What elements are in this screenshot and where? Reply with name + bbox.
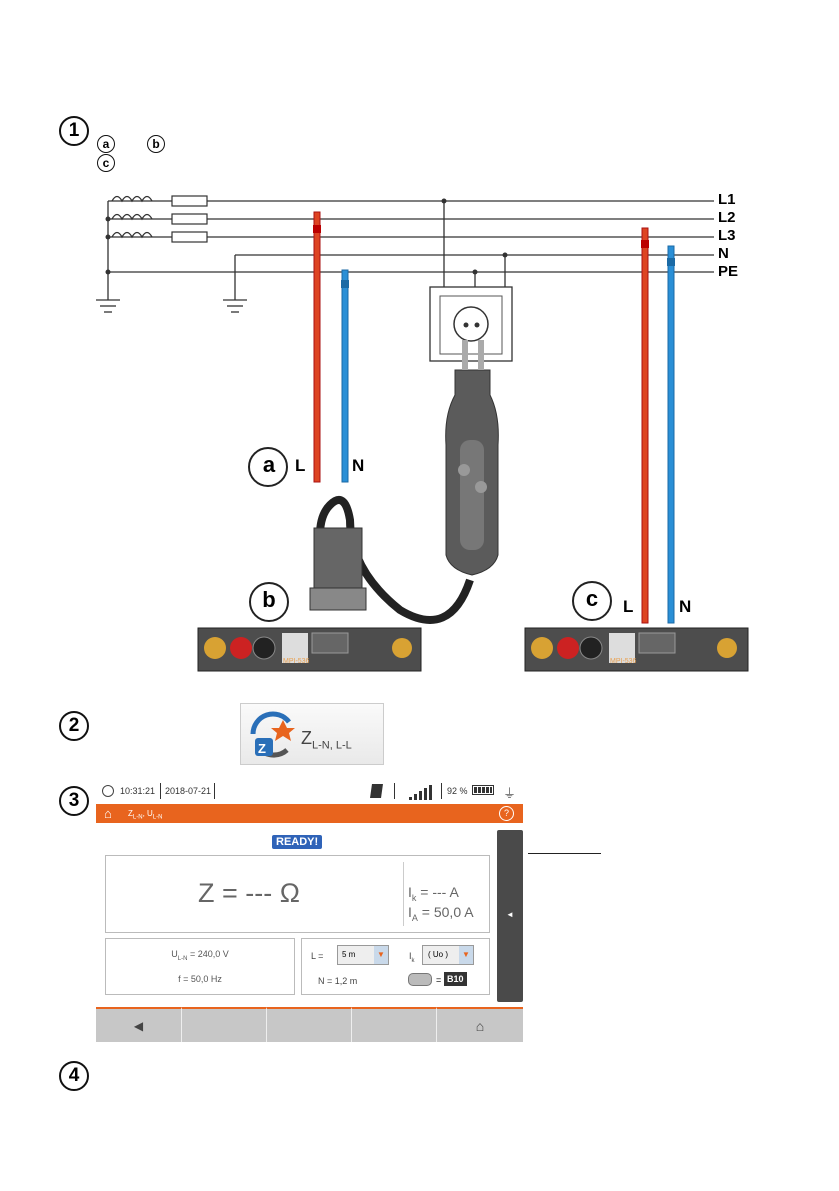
ik-result [408, 884, 459, 903]
badge-big-a: a [262, 452, 276, 477]
voltage-box [105, 938, 295, 995]
ia-letter: I [408, 904, 412, 920]
zln-function-icon[interactable] [240, 703, 384, 765]
zln-icon-graphic [243, 704, 303, 764]
ik-select[interactable] [422, 945, 474, 965]
function-button-4[interactable] [352, 1007, 437, 1042]
home-icon[interactable]: ⌂ [104, 806, 112, 821]
probe-label-n-a: N [352, 456, 365, 475]
step-1-marker: 1 [59, 116, 89, 146]
line-label-l2: L2 [718, 209, 736, 226]
home-icon: ⌂ [475, 1017, 485, 1034]
title-bar [96, 804, 523, 823]
status-bar [96, 780, 523, 804]
probe-label-l-c: L [623, 597, 634, 616]
status-divider [160, 783, 161, 799]
screen-title [128, 809, 162, 821]
meter-model-c: MPI-536 [610, 658, 637, 665]
title-sep: , [142, 809, 148, 818]
zln-icon-sub: L-N, L-L [312, 739, 352, 752]
badge-b: b [147, 135, 165, 153]
badge-c: c [97, 154, 115, 172]
status-divider [214, 783, 215, 799]
probe-label-n-c: N [679, 597, 692, 616]
home-button[interactable] [437, 1007, 523, 1042]
lead-length-label: L = [311, 951, 324, 961]
meter-screen [96, 780, 523, 1042]
ik-letter: I [408, 884, 412, 900]
ik-select-value: ( Uo ) [428, 950, 448, 959]
lead-length-value: 5 m [342, 950, 356, 959]
fuse-equals: = [436, 975, 442, 985]
uln-sub: L-N [177, 955, 188, 962]
badge-big-c: c [585, 586, 599, 611]
title-z: Z [128, 809, 133, 818]
lead-length-select[interactable] [337, 945, 389, 965]
zln-icon-badge-letter: Z [258, 741, 266, 756]
status-date: 2018-07-21 [165, 786, 212, 796]
signal-icon [409, 784, 435, 800]
badge-big-b: b [262, 587, 276, 612]
no-sd-card-icon [370, 784, 383, 798]
uln-value [106, 949, 294, 962]
function-button-2[interactable] [182, 1007, 267, 1042]
title-u-sub: L-N [152, 814, 163, 821]
ia-sub: A [411, 912, 418, 923]
line-label-n: N [718, 245, 729, 262]
zln-icon-z: Z [301, 728, 312, 748]
back-button[interactable] [96, 1007, 182, 1042]
step-3-marker: 3 [59, 786, 89, 816]
status-divider [394, 783, 395, 799]
zln-icon-title [301, 728, 352, 752]
plug-icon: ⏚ [503, 786, 517, 801]
chevron-down-icon: ▼ [459, 946, 473, 964]
step-2-marker: 2 [59, 711, 89, 741]
battery-percent: 92 % [447, 786, 468, 796]
uln-text: = 240,0 V [187, 949, 229, 959]
ik-value: = --- A [416, 884, 459, 900]
battery-icon [472, 785, 494, 795]
callout-line [528, 853, 601, 854]
line-label-l1: L1 [718, 191, 736, 208]
back-arrow-icon: ◀ [133, 1018, 144, 1033]
ia-result [408, 904, 474, 923]
neutral-length: N = 1,2 m [318, 976, 358, 986]
title-u: U [147, 809, 153, 818]
ik-sub: k [411, 892, 417, 903]
ready-badge: READY! [272, 835, 322, 849]
settings-box [301, 938, 490, 995]
z-result: Z = --- Ω [198, 878, 300, 908]
title-z-sub: L-N [132, 814, 143, 821]
status-time: 10:31:21 [120, 786, 156, 796]
button-bar [96, 1007, 523, 1042]
side-panel[interactable] [497, 830, 523, 1002]
result-box [105, 855, 490, 933]
fuse-value[interactable]: B10 [444, 972, 467, 986]
side-panel-arrow: ◄ [506, 910, 514, 919]
uln-letter: U [171, 949, 178, 959]
fuse-icon [408, 973, 432, 986]
ik-sel-sub: k [411, 957, 415, 964]
ik-select-label [409, 951, 415, 964]
status-divider [441, 783, 442, 799]
line-label-pe: PE [718, 263, 739, 280]
frequency-value: f = 50,0 Hz [178, 974, 222, 984]
step-4-marker: 4 [59, 1061, 89, 1091]
line-label-l3: L3 [718, 227, 736, 244]
function-button-3[interactable] [267, 1007, 352, 1042]
result-divider [403, 862, 404, 926]
badge-a: a [97, 135, 115, 153]
ia-value: = 50,0 A [417, 904, 474, 920]
meter-model-b: MPI-536 [283, 658, 310, 665]
clock-icon [102, 785, 114, 797]
probe-label-l-a: L [295, 456, 306, 475]
chevron-down-icon: ▼ [374, 946, 388, 964]
help-icon[interactable]: ? [499, 806, 514, 821]
ik-sel-letter: I [409, 951, 412, 961]
